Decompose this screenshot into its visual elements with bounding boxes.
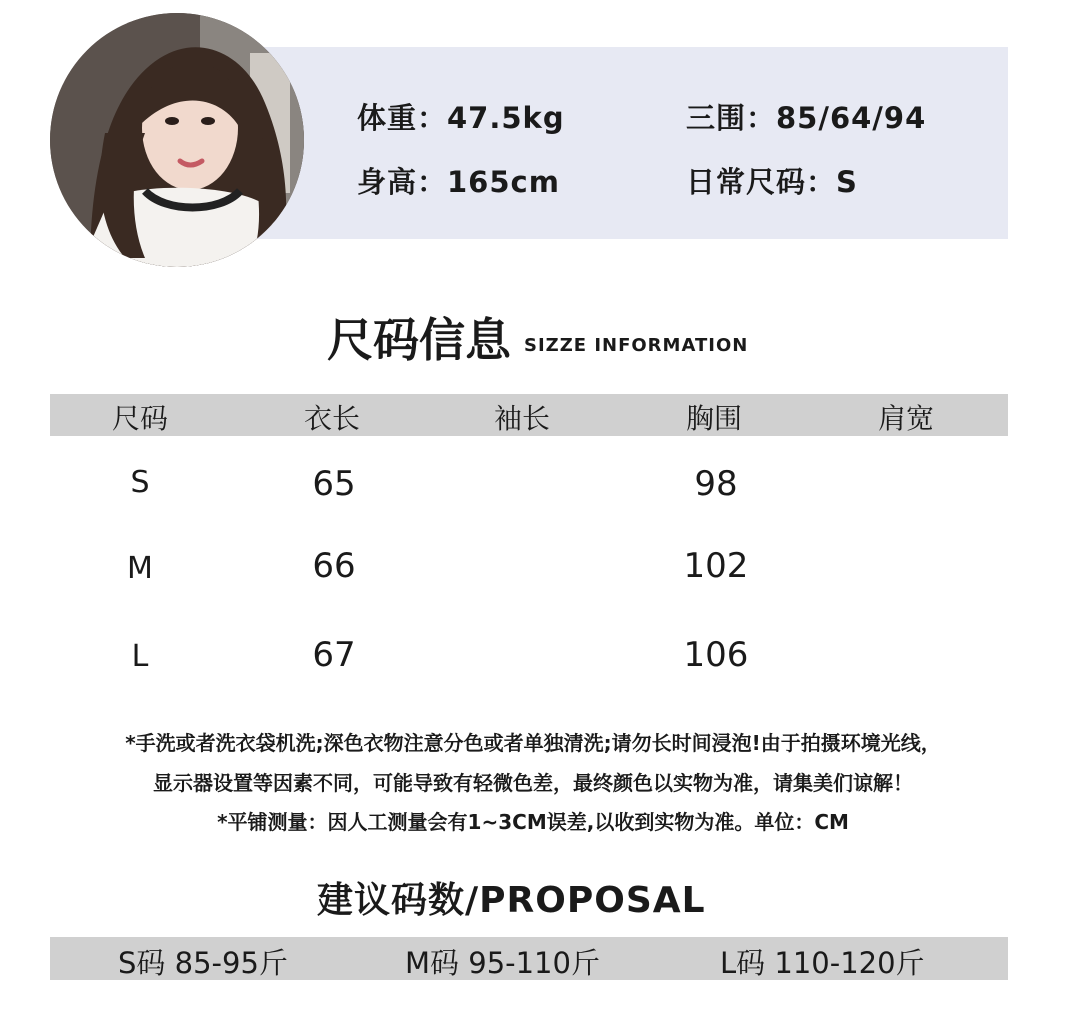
- care-note-line-2: 显示器设置等因素不同，可能导致有轻微色差，最终颜色以实物为准，请集美们谅解！: [153, 771, 913, 795]
- table-row-m-length: 66: [312, 546, 356, 586]
- model-measurements: 三围：85/64/94: [686, 101, 927, 135]
- proposal-item-l: L码 110-120斤: [720, 946, 925, 980]
- model-weight: 体重：47.5kg: [357, 101, 565, 135]
- model-usual-size: 日常尺码：S: [686, 165, 858, 199]
- table-row-s-length: 65: [312, 464, 356, 504]
- proposal-item-m: M码 95-110斤: [405, 946, 600, 980]
- measure-note: *平铺测量：因人工测量会有1~3CM误差,以收到实物为准。单位：CM: [217, 810, 849, 834]
- size-info-subtitle: SIZZE INFORMATION: [524, 335, 749, 356]
- table-row-m-chest: 102: [683, 546, 749, 586]
- model-avatar: [50, 13, 304, 267]
- size-info-title: 尺码信息: [327, 313, 511, 367]
- table-row-s-chest: 98: [694, 464, 738, 504]
- model-height: 身高：165cm: [357, 165, 560, 199]
- header-sleeve: 袖长: [493, 402, 550, 435]
- header-shoulder: 肩宽: [877, 402, 934, 435]
- table-row-l-size: L: [131, 639, 149, 674]
- table-row-m-size: M: [127, 551, 153, 586]
- model-photo-icon: [50, 13, 304, 267]
- header-chest: 胸围: [685, 402, 742, 435]
- header-length: 衣长: [303, 402, 360, 435]
- header-size: 尺码: [111, 402, 168, 435]
- table-row-l-length: 67: [312, 635, 356, 675]
- table-row-s-size: S: [130, 465, 150, 500]
- proposal-item-s: S码 85-95斤: [118, 946, 288, 980]
- table-row-l-chest: 106: [683, 635, 749, 675]
- proposal-title: 建议码数/PROPOSAL: [317, 880, 706, 921]
- care-note-line-1: *手洗或者洗衣袋机洗;深色衣物注意分色或者单独清洗;请勿长时间浸泡!由于拍摄环境光线，: [125, 731, 941, 755]
